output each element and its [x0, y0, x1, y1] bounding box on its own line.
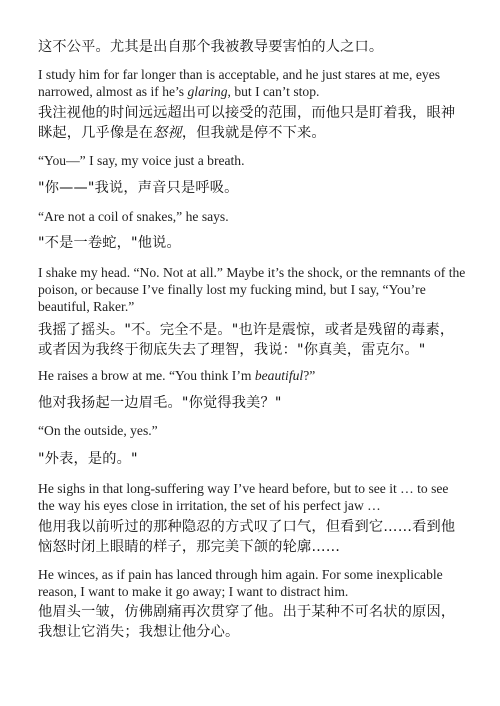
paragraph-6: [38, 233, 466, 253]
paragraph-4-segment-0: "你——"我说，声音只是呼吸。: [38, 180, 239, 196]
paragraph-11: [38, 422, 466, 439]
paragraph-11-segment-0: “On the outside, yes.”: [38, 423, 158, 438]
paragraph-9-segment-0: He raises a brow at me. “You think I’m: [38, 368, 255, 383]
paragraph-1-segment-1: glaring: [187, 84, 228, 99]
paragraph-9: [38, 367, 466, 384]
paragraph-13: [38, 480, 466, 514]
paragraph-5-segment-0: “Are not a coil of snakes,” he says.: [38, 209, 229, 224]
paragraph-15-segment-0: He winces, as if pain has lanced through him again. For some inexplicable reason, I want to make it go away; I want to distract him.: [38, 567, 443, 599]
paragraph-3-segment-0: “You—” I say, my voice just a breath.: [38, 153, 245, 168]
paragraph-14: [38, 517, 466, 557]
paragraph-6-segment-0: "不是一卷蛇，"他说。: [38, 235, 181, 251]
paragraph-2-segment-1: 怒视: [153, 125, 182, 141]
paragraph-7: [38, 264, 466, 315]
paragraph-2-segment-2: ，但我就是停不下来。: [181, 125, 326, 141]
paragraph-10: [38, 393, 466, 413]
paragraph-0: [38, 37, 466, 57]
paragraph-0-segment-0: 这不公平。尤其是出自那个我被教导要害怕的人之口。: [38, 39, 384, 55]
paragraph-15: [38, 566, 466, 600]
paragraph-10-segment-0: 他对我扬起一边眉毛。"你觉得我美？": [38, 395, 282, 411]
paragraph-2: [38, 103, 466, 143]
paragraph-8: [38, 320, 466, 360]
paragraph-2-segment-0: 我注视他的时间远远超出可以接受的范围，而他只是盯着我，眼神眯起，几乎像是在: [38, 105, 456, 141]
paragraph-5: [38, 208, 466, 225]
paragraph-9-segment-2: ?”: [303, 368, 316, 383]
paragraph-7-segment-0: I shake my head. “No. Not at all.” Maybe it’s the shock, or the remnants of the poison, or because I’ve finally lost my fucking mind, but I say, “You’re beautiful, Raker.”: [38, 265, 466, 314]
paragraph-13-segment-0: He sighs in that long-suffering way I’ve heard before, but to see it … to see the way his eyes close in irritation, the set of his perfect jaw …: [38, 481, 449, 513]
paragraph-8-segment-0: 我摇了摇头。"不。完全不是。"也许是震惊，或者是残留的毒素，或者因为我终于彻底失去了理智，我说："你真美，雷克尔。": [38, 322, 455, 358]
paragraph-14-segment-0: 他用我以前听过的那种隐忍的方式叹了口气，但看到它……看到他恼怒时闭上眼睛的样子，那完美下颌的轮廓……: [38, 519, 456, 555]
paragraph-16-segment-0: 他眉头一皱，仿佛剧痛再次贯穿了他。出于某种不可名状的原因，我想让它消失；我想让他分心。: [38, 604, 456, 640]
paragraph-4: [38, 178, 466, 198]
paragraph-1-segment-0: I study him for far longer than is acceptable, and he just stares at me, eyes narrowed, almost as if he’s: [38, 67, 441, 99]
paragraph-12-segment-0: "外表，是的。": [38, 451, 138, 467]
paragraph-1-segment-2: , but I can’t stop.: [227, 84, 320, 99]
paragraph-3: [38, 152, 466, 169]
paragraph-12: [38, 449, 466, 469]
paragraph-1: [38, 66, 466, 100]
paragraph-16: [38, 602, 466, 642]
paragraph-9-segment-1: beautiful: [254, 368, 304, 383]
